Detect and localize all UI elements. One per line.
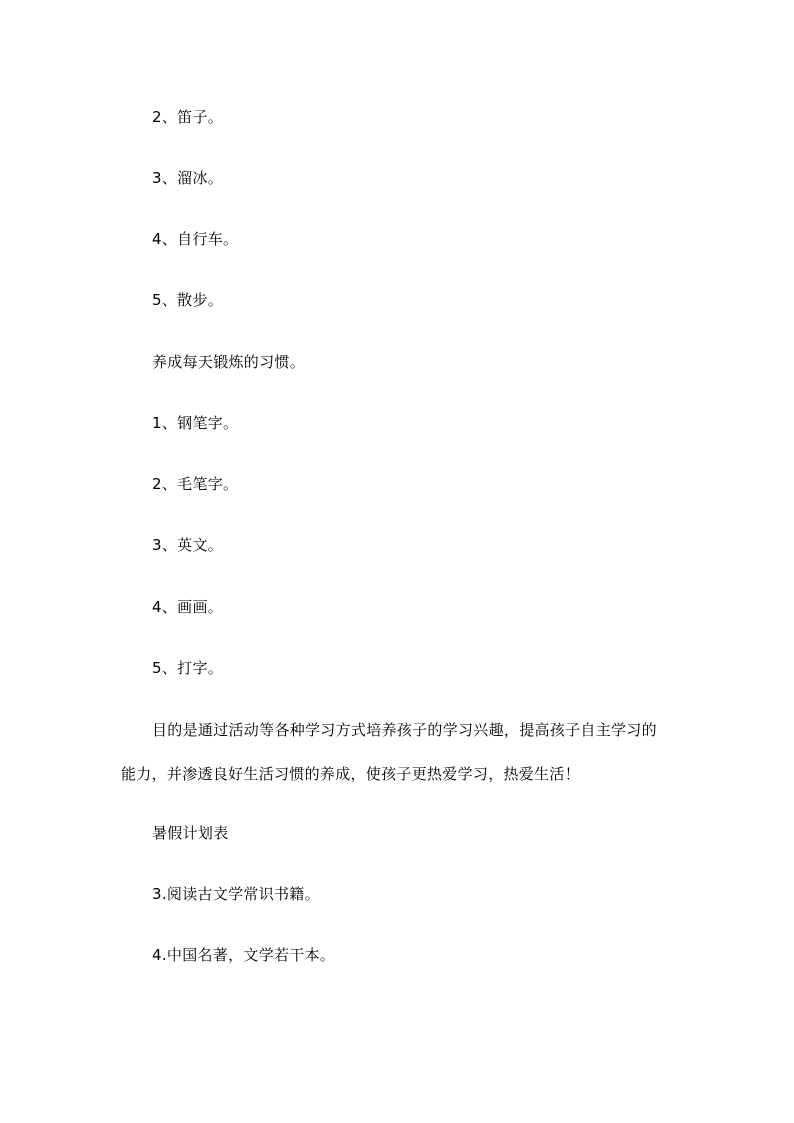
section-heading-exercise: 养成每天锻炼的习惯。 bbox=[152, 353, 306, 371]
list-item-pen-calligraphy: 1、钢笔字。 bbox=[152, 414, 239, 432]
list-item-classical-literature: 3.阅读古文学常识书籍。 bbox=[152, 885, 320, 903]
list-item-typing: 5、打字。 bbox=[152, 659, 224, 677]
list-item-walking: 5、散步。 bbox=[152, 291, 224, 309]
list-item-chinese-classics: 4.中国名著，文学若干本。 bbox=[152, 946, 336, 964]
paragraph-purpose-line-1: 目的是通过活动等各种学习方式培养孩子的学习兴趣，提高孩子自主学习的 bbox=[152, 721, 657, 739]
list-item-flute: 2、笛子。 bbox=[152, 108, 224, 126]
list-item-english: 3、英文。 bbox=[152, 536, 224, 554]
list-item-skating: 3、溜冰。 bbox=[152, 169, 224, 187]
list-item-bicycle: 4、自行车。 bbox=[152, 230, 239, 248]
paragraph-purpose-line-2: 能力，并渗透良好生活习惯的养成，使孩子更热爱学习，热爱生活！ bbox=[121, 765, 581, 783]
section-heading-summer-plan: 暑假计划表 bbox=[152, 824, 229, 842]
list-item-drawing: 4、画画。 bbox=[152, 598, 224, 616]
list-item-brush-calligraphy: 2、毛笔字。 bbox=[152, 475, 239, 493]
